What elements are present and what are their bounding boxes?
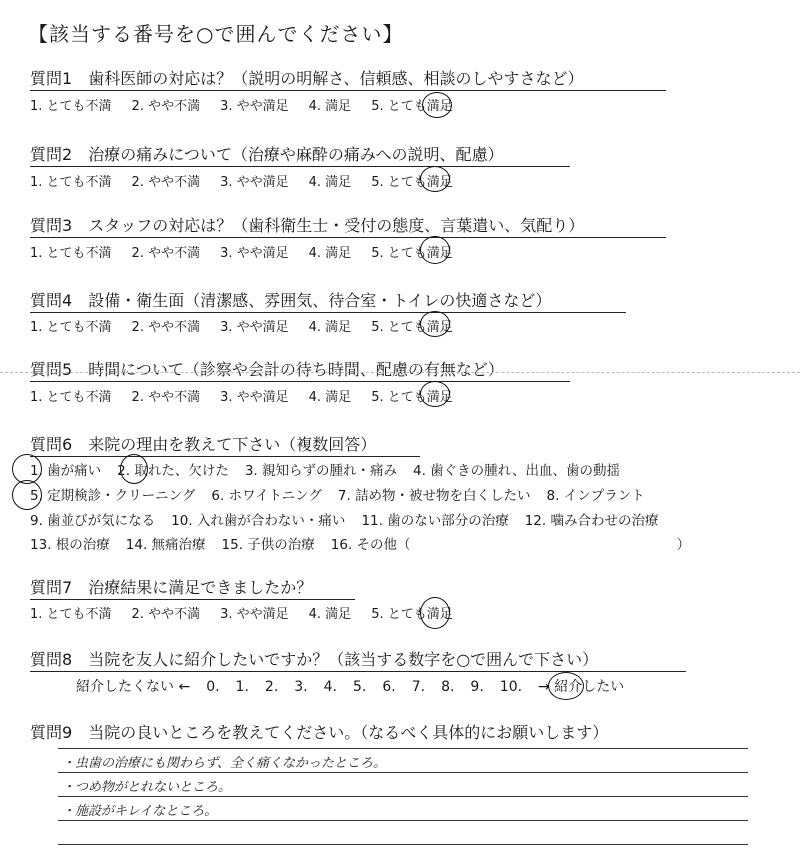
q8-scale-10[interactable]: 10. (499, 679, 523, 695)
q8-scale-4[interactable]: 4. (323, 679, 337, 695)
question-6-text: 来院の理由を教えて下さい（複数回答） (88, 435, 377, 454)
answer-line-5 (58, 844, 748, 845)
q1-selection-circle (422, 92, 452, 118)
q3-option-3[interactable]: 3. やや満足 (220, 246, 289, 261)
question-4-options (30, 316, 473, 335)
question-1-underline (30, 90, 666, 91)
q7-option-2[interactable]: 2. やや不満 (131, 607, 201, 622)
q1-option-2[interactable]: 2. やや不満 (131, 99, 201, 114)
q6-option-14[interactable]: 14. 無痛治療 (125, 537, 206, 553)
q3-option-1[interactable]: 1. とても不満 (30, 246, 112, 261)
q4-option-5[interactable]: 5. とても満足 (371, 320, 453, 335)
question-5-text: 時間について（診察や会計の待ち時間、配慮の有無など） (88, 360, 504, 379)
q8-scale-8[interactable]: 8. (441, 679, 455, 695)
q1-option-4[interactable]: 4. 満足 (308, 99, 352, 114)
answer-line-3 (58, 796, 748, 797)
question-3-text: スタッフの対応は？（歯科衛生士・受付の態度、言葉遣い、気配り） (88, 216, 585, 235)
q2-option-4[interactable]: 4. 満足 (308, 175, 352, 190)
q8-scale-2[interactable]: 2. (264, 679, 279, 695)
q6-option-8[interactable]: 8. インプラント (546, 488, 645, 504)
q4-selection-circle (420, 311, 450, 337)
question-3-underline (30, 237, 666, 238)
question-7-text: 治療結果に満足できましたか？ (88, 578, 313, 597)
q4-option-1[interactable]: 1. とても不満 (30, 320, 112, 335)
question-4-heading (30, 288, 551, 311)
q8-scale-7[interactable]: 7. (411, 679, 426, 695)
q4-option-3[interactable]: 3. やや満足 (220, 320, 289, 335)
question-2-heading (30, 142, 504, 165)
q7-option-4[interactable]: 4. 満足 (308, 607, 352, 622)
q6-options-row-4 (30, 533, 706, 553)
question-5-options (30, 386, 473, 405)
question-4-text: 設備・衛生面（清潔感、雰囲気、待合室・トイレの快適さなど） (88, 291, 552, 310)
q8-scale-0[interactable]: 0. (206, 679, 220, 695)
q6-option-6[interactable]: 6. ホワイトニング (211, 488, 322, 504)
q3-option-5[interactable]: 5. とても満足 (371, 246, 453, 261)
answer-line-4 (58, 820, 748, 821)
q4-option-2[interactable]: 2. やや不満 (131, 320, 201, 335)
answer-line-1 (58, 748, 748, 749)
question-2-number: 質問2 (30, 145, 73, 164)
q7-option-1[interactable]: 1. とても不満 (30, 607, 112, 622)
question-4-number: 質問4 (30, 291, 73, 310)
q8-scale-9[interactable]: 9. (470, 679, 484, 695)
question-5-heading (30, 357, 504, 380)
q3-selection-circle (420, 236, 450, 264)
q8-scale-6[interactable]: 6. (382, 679, 396, 695)
page-title: 【該当する番号を○で囲んでください】 (28, 22, 404, 46)
q6-option-9[interactable]: 9. 歯並びが気になる (30, 513, 156, 529)
q6-selection-circle-5 (12, 480, 42, 510)
question-3-number: 質問3 (30, 216, 73, 235)
question-8-text: 当院を友人に紹介したいですか？（該当する数字を○で囲んで下さい） (88, 650, 599, 669)
q9-answer-3: ・施設がキレイなところ。 (62, 804, 218, 819)
q2-option-1[interactable]: 1. とても不満 (30, 175, 112, 190)
question-8-heading (30, 647, 598, 670)
q5-option-3[interactable]: 3. やや満足 (220, 390, 289, 405)
q6-option-13[interactable]: 13. 根の治療 (30, 537, 110, 553)
answer-line-2 (58, 772, 748, 773)
question-6-number: 質問6 (30, 435, 73, 454)
q8-scale-left-label: 紹介したくない ← (76, 679, 191, 695)
q2-selection-circle (420, 166, 450, 192)
question-2-text: 治療の痛みについて（治療や麻酔の痛みへの説明、配慮） (88, 145, 504, 164)
question-2-options (30, 171, 473, 190)
q6-other-close-paren: ） (676, 537, 691, 553)
q2-option-2[interactable]: 2. やや不満 (131, 175, 201, 190)
question-3-heading (30, 213, 584, 236)
q8-selection-circle (548, 672, 584, 700)
q6-option-15[interactable]: 15. 子供の治療 (221, 537, 315, 553)
q6-option-12[interactable]: 12. 噛み合わせの治療 (524, 513, 659, 529)
q6-option-4[interactable]: 4. 歯ぐきの腫れ、出血、歯の動揺 (413, 463, 620, 479)
question-1-options (30, 95, 473, 114)
q1-option-5[interactable]: 5. とても満足 (371, 99, 453, 114)
q9-answer-1: ・虫歯の治療にも関わらず、全く痛くなかったところ。 (62, 756, 386, 771)
question-9-text: 当院の良いところを教えてください。（なるべく具体的にお願いします） (88, 723, 609, 742)
q6-option-3[interactable]: 3. 親知らずの腫れ・痛み (244, 463, 398, 479)
q3-option-4[interactable]: 4. 満足 (308, 246, 352, 261)
q6-options-row-2 (30, 484, 661, 504)
q1-option-3[interactable]: 3. やや満足 (220, 99, 289, 114)
q6-option-11[interactable]: 11. 歯のない部分の治療 (361, 513, 509, 529)
q5-option-1[interactable]: 1. とても不満 (30, 390, 112, 405)
question-5-underline (30, 381, 570, 382)
q5-option-4[interactable]: 4. 満足 (308, 390, 352, 405)
q1-option-1[interactable]: 1. とても不満 (30, 99, 112, 114)
q2-option-5[interactable]: 5. とても満足 (371, 175, 453, 190)
question-9-number: 質問9 (30, 723, 73, 742)
q3-option-2[interactable]: 2. やや不満 (131, 246, 201, 261)
scan-artifact-line (0, 372, 800, 373)
question-1-text: 歯科医師の対応は？（説明の明解さ、信頼感、相談のしやすさなど） (88, 69, 584, 88)
q9-answer-2: ・つめ物がとれないところ。 (62, 780, 232, 795)
q6-option-10[interactable]: 10. 入れ歯が合わない・痛い (171, 513, 346, 529)
question-6-heading (30, 432, 376, 455)
question-7-heading (30, 575, 312, 598)
q5-option-2[interactable]: 2. やや不満 (131, 390, 201, 405)
q6-option-16[interactable]: 16. その他（ (330, 537, 411, 553)
q6-option-5[interactable]: 5. 定期検診・クリーニング (30, 488, 196, 504)
q5-selection-circle (420, 381, 450, 407)
q4-option-4[interactable]: 4. 満足 (308, 320, 352, 335)
question-1-number: 質問1 (30, 69, 73, 88)
q8-scale-right-label: → 紹介したい (538, 679, 625, 695)
question-9-heading (30, 720, 608, 743)
question-2-underline (30, 166, 570, 167)
q7-selection-circle (420, 597, 450, 629)
q5-option-5[interactable]: 5. とても満足 (371, 390, 453, 405)
question-7-underline (30, 599, 355, 600)
question-6-underline (30, 456, 420, 457)
q6-option-2[interactable]: 2. 取れた、欠けた (117, 463, 229, 479)
q6-option-1[interactable]: 1. 歯が痛い (30, 463, 102, 479)
question-3-options (30, 242, 473, 261)
q8-scale-3[interactable]: 3. (294, 679, 308, 695)
q7-option-3[interactable]: 3. やや満足 (220, 607, 289, 622)
question-7-options (30, 603, 473, 622)
question-7-number: 質問7 (30, 578, 73, 597)
q8-scale-1[interactable]: 1. (235, 679, 249, 695)
question-4-underline (30, 312, 626, 313)
question-8-number: 質問8 (30, 650, 73, 669)
question-5-number: 質問5 (30, 360, 73, 379)
q6-option-7[interactable]: 7. 詰め物・被せ物を白くしたい (337, 488, 531, 504)
q6-selection-circle-2 (120, 454, 148, 484)
q8-scale-5[interactable]: 5. (352, 679, 367, 695)
q7-option-5[interactable]: 5. とても満足 (371, 607, 453, 622)
question-8-underline (30, 671, 686, 672)
question-1-heading (30, 66, 584, 89)
q6-options-row-3 (30, 509, 674, 529)
q2-option-3[interactable]: 3. やや満足 (220, 175, 289, 190)
